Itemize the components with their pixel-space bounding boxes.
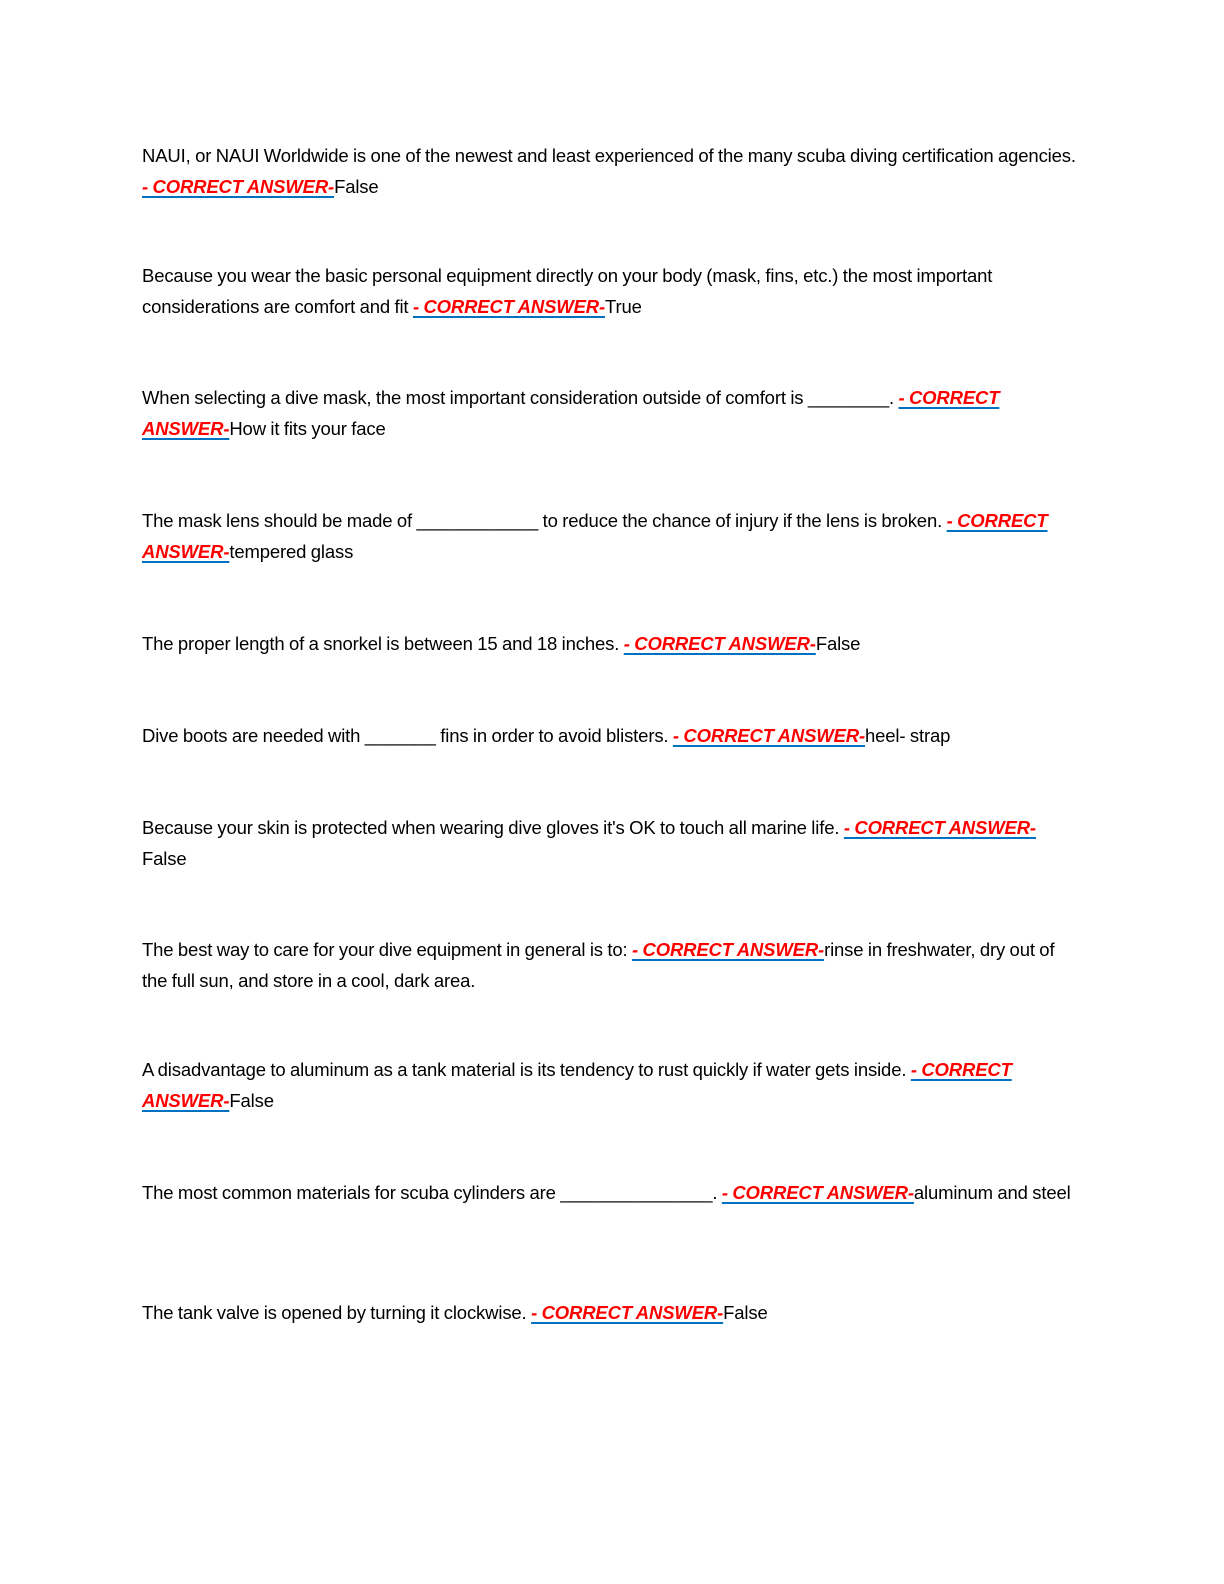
qa-item bbox=[142, 1298, 1077, 1329]
correct-answer-tag: - CORRECT ANSWER- bbox=[531, 1302, 724, 1323]
qa-item bbox=[142, 141, 1077, 202]
answer-text: aluminum and steel bbox=[913, 1182, 1071, 1203]
qa-item bbox=[142, 261, 1077, 322]
answer-text: False bbox=[815, 633, 861, 654]
answer-text: False bbox=[229, 1089, 274, 1111]
question-text: The proper length of a snorkel is between 15 and 18 inches. bbox=[142, 633, 620, 654]
qa-item bbox=[142, 1178, 1077, 1209]
answer-text: False bbox=[723, 1302, 768, 1323]
correct-answer-tag: - CORRECT ANSWER- bbox=[632, 939, 825, 960]
qa-item bbox=[142, 721, 1077, 752]
qa-item bbox=[142, 383, 1077, 444]
answer-text: rinse in freshwater, dry out of the full sun, and store in a cool, dark area. bbox=[142, 939, 1055, 991]
correct-answer-tag: - CORRECT ANSWER- bbox=[142, 175, 335, 197]
qa-item bbox=[142, 935, 1077, 996]
question-text: The mask lens should be made of ____________ to reduce the chance of injury if the lens is broken. bbox=[142, 510, 943, 531]
qa-item bbox=[142, 506, 1077, 567]
question-text: NAUI, or NAUI Worldwide is one of the newest and least experienced of the many scuba diving certification agencies. bbox=[142, 145, 1076, 166]
question-text: The most common materials for scuba cylinders are _______________. bbox=[142, 1182, 718, 1203]
question-text: Dive boots are needed with _______ fins in order to avoid blisters. bbox=[142, 725, 669, 746]
answer-text: False bbox=[334, 175, 379, 197]
correct-answer-tag: - CORRECT ANSWER- bbox=[672, 725, 865, 746]
correct-answer-tag: - CORRECT ANSWER- bbox=[142, 1059, 1012, 1111]
answer-text: True bbox=[605, 295, 642, 317]
question-text: When selecting a dive mask, the most important consideration outside of comfort is ________. bbox=[142, 387, 894, 408]
answer-text: False bbox=[142, 847, 187, 869]
correct-answer-tag: - CORRECT ANSWER- bbox=[721, 1182, 914, 1203]
answer-text: heel- strap bbox=[864, 725, 951, 746]
answer-text: tempered glass bbox=[229, 540, 354, 562]
correct-answer-tag: - CORRECT ANSWER- bbox=[412, 295, 605, 317]
correct-answer-tag: - CORRECT ANSWER- bbox=[623, 633, 816, 654]
answer-text: How it fits your face bbox=[229, 417, 386, 439]
correct-answer-tag: - CORRECT ANSWER- bbox=[843, 817, 1036, 838]
qa-item bbox=[142, 1055, 1077, 1116]
qa-item bbox=[142, 629, 1077, 660]
correct-answer-tag: - CORRECT ANSWER- bbox=[142, 387, 1000, 439]
correct-answer-tag: - CORRECT ANSWER- bbox=[142, 510, 1048, 562]
question-text: Because you wear the basic personal equipment directly on your body (mask, fins, etc.) the most important considerations are comfort and fit bbox=[142, 265, 993, 317]
question-text: The best way to care for your dive equipment in general is to: bbox=[142, 939, 628, 960]
question-text: The tank valve is opened by turning it clockwise. bbox=[142, 1302, 527, 1323]
qa-item bbox=[142, 813, 1077, 874]
question-text: A disadvantage to aluminum as a tank material is its tendency to rust quickly if water gets inside. bbox=[142, 1059, 907, 1080]
question-text: Because your skin is protected when wearing dive gloves it's OK to touch all marine life. bbox=[142, 817, 840, 838]
